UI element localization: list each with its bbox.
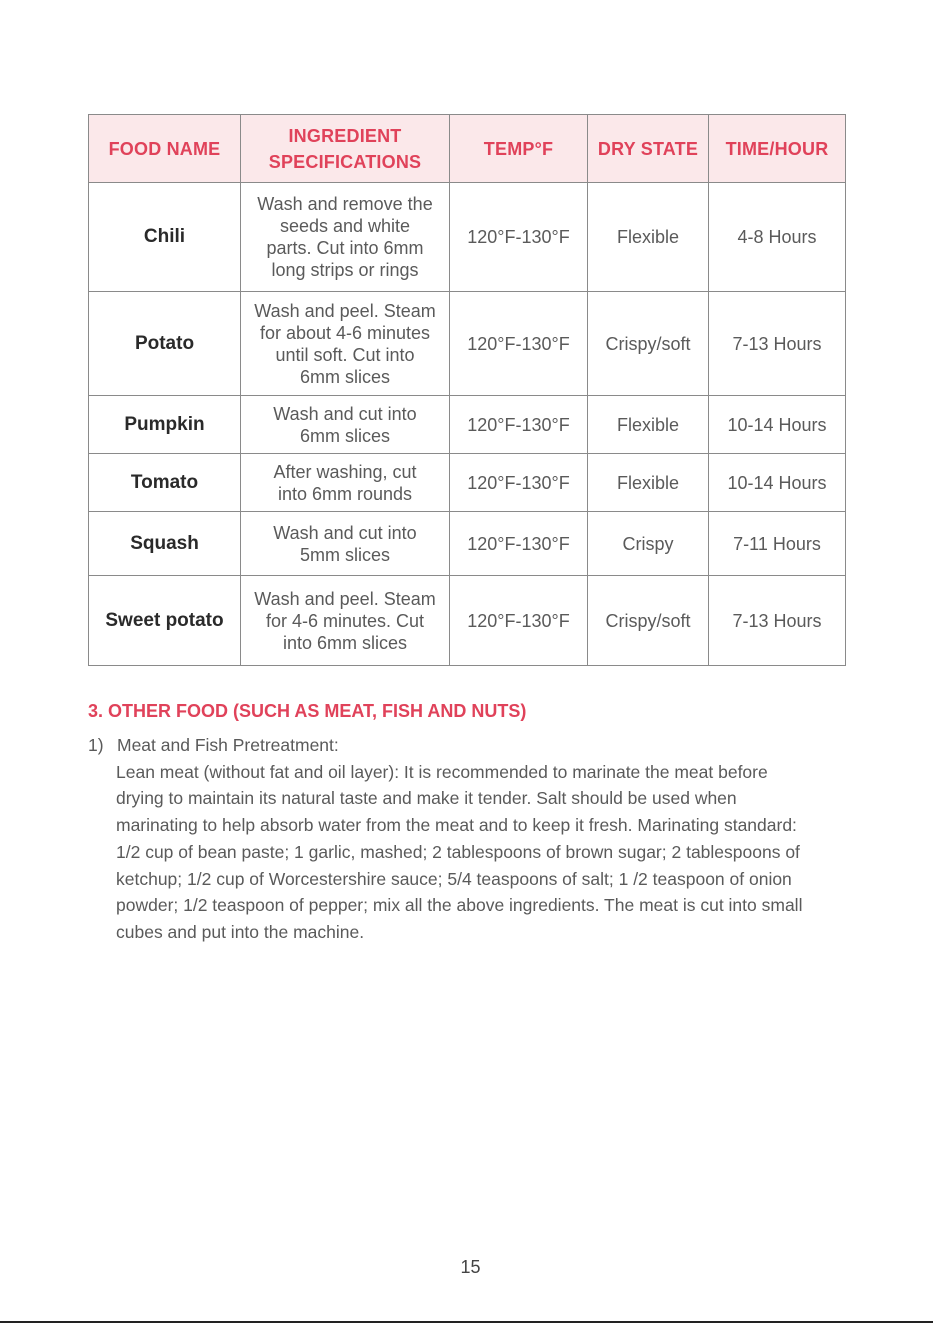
dry-state-cell: Crispy: [588, 512, 709, 576]
time-cell: 7-11 Hours: [709, 512, 846, 576]
food-name-cell: Potato: [89, 292, 241, 396]
table-row: [89, 576, 846, 666]
ingredient-spec-cell: [241, 183, 450, 292]
spec-line: Wash and cut into: [273, 403, 417, 424]
temp-cell: 120°F-130°F: [450, 576, 588, 666]
spec-line: into 6mm rounds: [277, 483, 413, 504]
paragraph-line: 1/2 cup of bean paste; 1 garlic, mashed; 2 tablespoons of brown sugar; 2 tablespoons of: [116, 841, 800, 862]
time-cell: 4-8 Hours: [709, 183, 846, 292]
table-row: [89, 292, 846, 396]
paragraph-line: ketchup; 1/2 cup of Worcestershire sauce; 5/4 teaspoons of salt; 1 /2 teaspoon of onion: [116, 868, 792, 889]
spec-line: into 6mm slices: [282, 632, 408, 653]
spec-line: seeds and white: [279, 216, 411, 236]
dry-state-cell: Crispy/soft: [588, 292, 709, 396]
table-row: [89, 512, 846, 576]
spec-line: long strips or rings: [271, 260, 419, 280]
food-name-cell: Chili: [89, 183, 241, 292]
spec-line: After washing, cut: [273, 461, 417, 482]
temp-cell: 120°F-130°F: [450, 183, 588, 292]
dry-state-cell: Flexible: [588, 454, 709, 512]
header-ingredient-line1: INGREDIENT: [288, 125, 402, 146]
spec-line: 5mm slices: [299, 544, 390, 565]
spec-line: 6mm slices: [299, 366, 390, 387]
table-row: [89, 454, 846, 512]
spec-line: until soft. Cut into: [275, 344, 415, 365]
ingredient-spec-cell: [241, 396, 450, 454]
header-ingredient-specifications: [241, 115, 450, 183]
spec-line: Wash and cut into: [273, 522, 417, 543]
spec-line: for 4-6 minutes. Cut: [265, 610, 425, 631]
paragraph-line: drying to maintain its natural taste and make it tender. Salt should be used when: [116, 788, 737, 809]
temp-cell: 120°F-130°F: [450, 454, 588, 512]
bottom-rule: [0, 1321, 933, 1323]
ingredient-spec-cell: [241, 512, 450, 576]
table-body: [89, 183, 846, 666]
food-name-cell: Tomato: [89, 454, 241, 512]
time-cell: 7-13 Hours: [709, 292, 846, 396]
spec-line: for about 4-6 minutes: [259, 322, 431, 343]
temp-cell: 120°F-130°F: [450, 512, 588, 576]
food-name-cell: Squash: [89, 512, 241, 576]
food-drying-table: [88, 114, 846, 666]
header-food-name: FOOD NAME: [89, 115, 241, 183]
time-cell: 7-13 Hours: [709, 576, 846, 666]
spec-line: 6mm slices: [299, 425, 390, 446]
table-header: [89, 115, 846, 183]
time-cell: 10-14 Hours: [709, 396, 846, 454]
dry-state-cell: Flexible: [588, 183, 709, 292]
spec-line: Wash and peel. Steam: [254, 300, 436, 321]
table-row: [89, 183, 846, 292]
ingredient-spec-cell: [241, 292, 450, 396]
temp-cell: 120°F-130°F: [450, 396, 588, 454]
food-name-cell: Sweet potato: [89, 576, 241, 666]
time-cell: 10-14 Hours: [709, 454, 846, 512]
paragraph-line: marinating to help absorb water from the meat and to keep it fresh. Marinating standard:: [116, 815, 797, 836]
paragraph-line: powder; 1/2 teaspoon of pepper; mix all the above ingredients. The meat is cut into small: [116, 895, 803, 916]
paragraph-line: cubes and put into the machine.: [116, 921, 365, 942]
temp-cell: 120°F-130°F: [450, 292, 588, 396]
header-dry-state: DRY STATE: [588, 115, 709, 183]
list-item-title: Meat and Fish Pretreatment:: [117, 735, 339, 755]
spec-line: Wash and remove the: [257, 194, 433, 214]
header-ingredient-line2: SPECIFICATIONS: [268, 151, 422, 172]
list-item-number: 1): [88, 735, 104, 755]
page-number: 15: [460, 1257, 481, 1277]
dry-state-cell: Crispy/soft: [588, 576, 709, 666]
dry-state-cell: Flexible: [588, 396, 709, 454]
paragraph-line: Lean meat (without fat and oil layer): It is recommended to marinate the meat before: [116, 761, 768, 782]
section-heading: 3. OTHER FOOD (SUCH AS MEAT, FISH AND NUTS): [88, 701, 527, 721]
spec-line: parts. Cut into 6mm: [266, 238, 424, 258]
list-item-paragraph: [116, 759, 836, 946]
header-temp: TEMP°F: [450, 115, 588, 183]
spec-line: Wash and peel. Steam: [254, 588, 436, 609]
table-row: [89, 396, 846, 454]
food-name-cell: Pumpkin: [89, 396, 241, 454]
ingredient-spec-cell: [241, 576, 450, 666]
ingredient-spec-cell: [241, 454, 450, 512]
header-time: TIME/HOUR: [709, 115, 846, 183]
table-header-row: [89, 115, 846, 183]
